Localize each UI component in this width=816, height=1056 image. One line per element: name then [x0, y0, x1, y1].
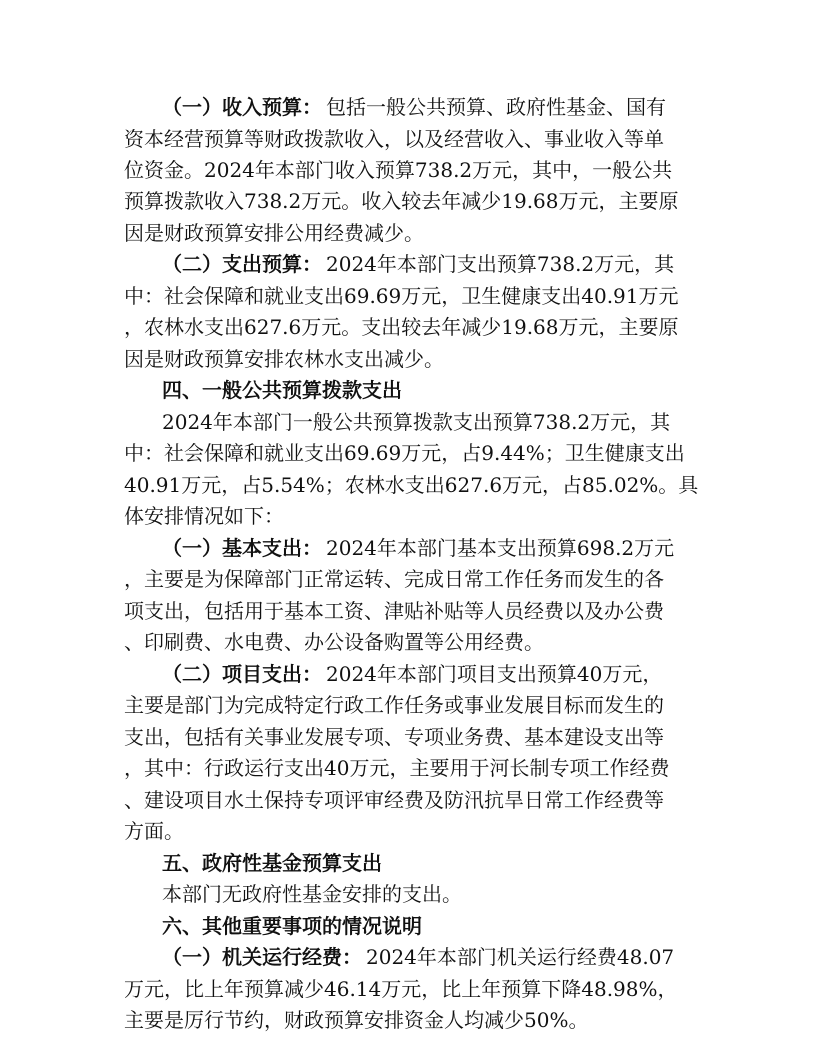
paragraph-text: 2024年本部门基本支出预算698.2万元 — [326, 536, 675, 560]
text-line — [0, 470, 816, 500]
paragraph-text: 中：社会保障和就业支出69.69万元，占9.44%；卫生健康支出 — [124, 441, 685, 465]
text-line — [0, 785, 816, 815]
section-heading: 四、一般公共预算拨款支出 — [162, 378, 402, 402]
paragraph-heading: （一）机关运行经费： — [162, 945, 362, 969]
text-line — [0, 911, 816, 941]
text-line — [0, 92, 816, 122]
paragraph-text: ，其中：行政运行支出40万元，主要用于河长制专项工作经费 — [124, 756, 670, 780]
text-line — [0, 438, 816, 468]
paragraph-text: 方面。 — [124, 819, 184, 843]
paragraph-heading: （一）收入预算： — [162, 95, 322, 119]
paragraph-heading: （一）基本支出： — [162, 536, 322, 560]
paragraph-text: 支出，包括有关事业发展专项、专项业务费、基本建设支出等 — [124, 725, 664, 749]
paragraph-text: 2024年本部门支出预算738.2万元，其 — [326, 252, 675, 276]
text-line — [0, 596, 816, 626]
paragraph-text: 因是财政预算安排公用经费减少。 — [124, 221, 424, 245]
paragraph-text: 2024年本部门项目支出预算40万元， — [326, 662, 663, 686]
paragraph-text: 万元，比上年预算减少46.14万元，比上年预算下降48.98%， — [124, 977, 678, 1001]
paragraph-text: 体安排情况如下： — [124, 504, 284, 528]
section-heading: 五、政府性基金预算支出 — [162, 851, 382, 875]
paragraph-text: 主要是部门为完成特定行政工作任务或事业发展目标而发生的 — [124, 693, 664, 717]
paragraph-text: 40.91万元，占5.54%；农林水支出627.6万元，占85.02%。具 — [124, 473, 699, 497]
text-line — [0, 407, 816, 437]
paragraph-text: 、建设项目水土保持专项评审经费及防汛抗旱日常工作经费等 — [124, 788, 664, 812]
text-line — [0, 501, 816, 531]
text-line — [0, 564, 816, 594]
text-line — [0, 974, 816, 1004]
text-line — [0, 722, 816, 752]
text-line — [0, 879, 816, 909]
paragraph-text: 、印刷费、水电费、办公设备购置等公用经费。 — [124, 630, 544, 654]
text-line — [0, 281, 816, 311]
paragraph-text: 主要是厉行节约，财政预算安排资金人均减少50%。 — [124, 1008, 589, 1032]
text-line — [0, 690, 816, 720]
text-line — [0, 1005, 816, 1035]
paragraph-text: 预算拨款收入738.2万元。收入较去年减少19.68万元，主要原 — [124, 189, 679, 213]
paragraph-heading: （二）项目支出： — [162, 662, 322, 686]
text-line — [0, 659, 816, 689]
text-line — [0, 753, 816, 783]
text-line — [0, 155, 816, 185]
text-line — [0, 848, 816, 878]
paragraph-text: 2024年本部门机关运行经费48.07 — [366, 945, 675, 969]
paragraph-text: 包括一般公共预算、政府性基金、国有 — [326, 95, 666, 119]
paragraph-text: 2024年本部门一般公共预算拨款支出预算738.2万元，其 — [162, 410, 671, 434]
text-line — [0, 249, 816, 279]
paragraph-text: 资本经营预算等财政拨款收入，以及经营收入、事业收入等单 — [124, 127, 664, 151]
paragraph-text: 位资金。2024年本部门收入预算738.2万元，其中，一般公共 — [124, 158, 673, 182]
text-line — [0, 816, 816, 846]
paragraph-text: 中：社会保障和就业支出69.69万元，卫生健康支出40.91万元 — [124, 284, 679, 308]
text-line — [0, 312, 816, 342]
text-line — [0, 186, 816, 216]
paragraph-text: ，农林水支出627.6万元。支出较去年减少19.68万元，主要原 — [124, 315, 679, 339]
paragraph-text: ，主要是为保障部门正常运转、完成日常工作任务而发生的各 — [124, 567, 664, 591]
text-line — [0, 942, 816, 972]
text-line — [0, 375, 816, 405]
text-line — [0, 124, 816, 154]
paragraph-text: 项支出，包括用于基本工资、津贴补贴等人员经费以及办公费 — [124, 599, 664, 623]
paragraph-text: 因是财政预算安排农林水支出减少。 — [124, 347, 444, 371]
text-line — [0, 218, 816, 248]
text-line — [0, 533, 816, 563]
text-line — [0, 627, 816, 657]
paragraph-text: 本部门无政府性基金安排的支出。 — [162, 882, 462, 906]
paragraph-heading: （二）支出预算： — [162, 252, 322, 276]
text-line — [0, 344, 816, 374]
section-heading: 六、其他重要事项的情况说明 — [162, 914, 422, 938]
